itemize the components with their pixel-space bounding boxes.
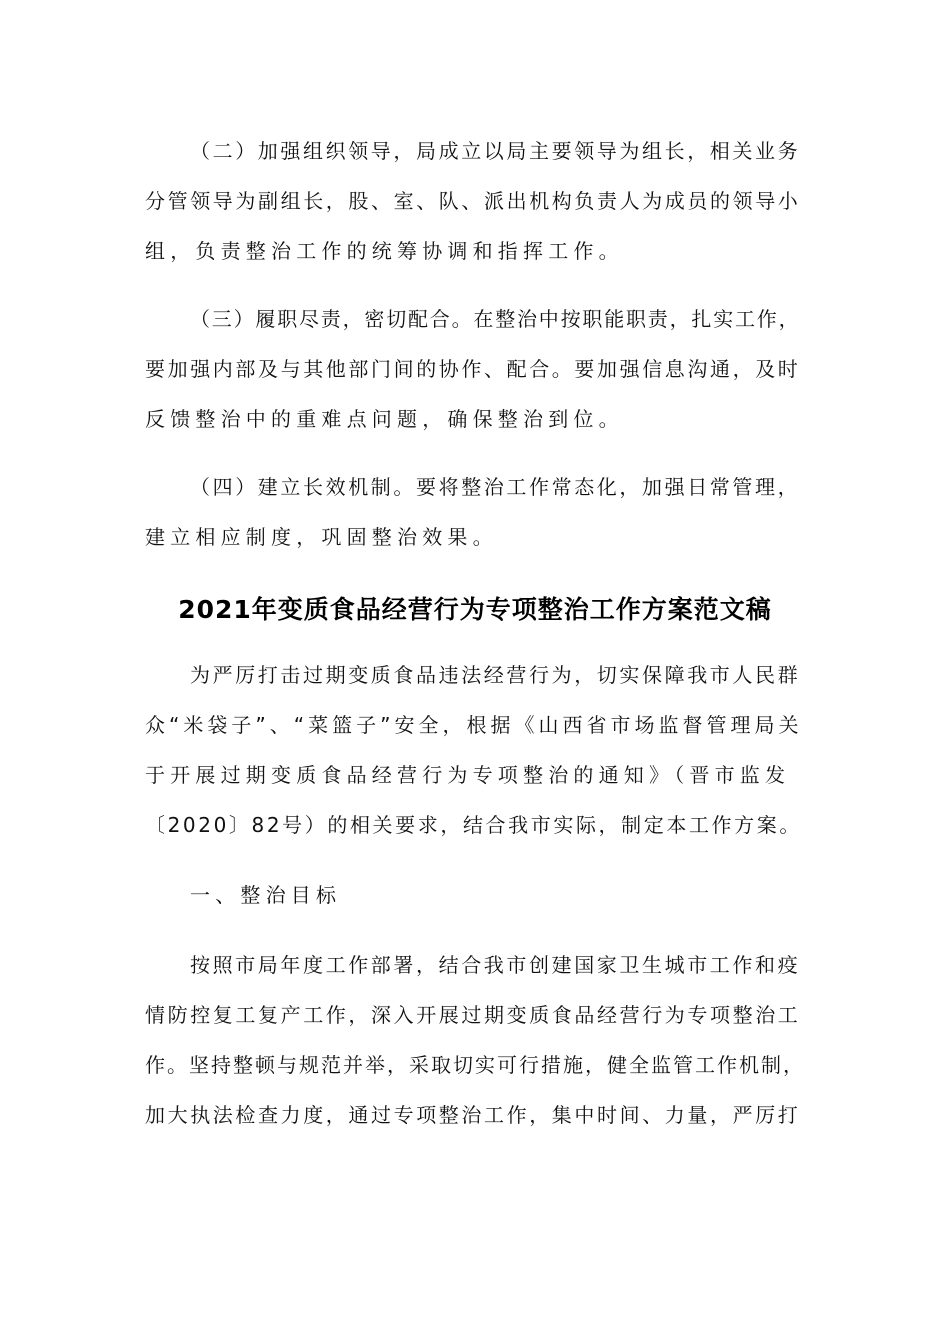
- document-title: 2021年变质食品经营行为专项整治工作方案范文稿: [178, 595, 772, 624]
- intro-line-1: 为严厉打击过期变质食品违法经营行为，切实保障我市人民群: [190, 663, 801, 687]
- section-heading: 一、整治目标: [190, 883, 342, 907]
- section-body-line-1: 按照市局年度工作部署，结合我市创建国家卫生城市工作和疫: [190, 953, 801, 977]
- intro-line-2: 众“米袋子”、“菜篮子”安全，根据《山西省市场监督管理局关: [145, 713, 803, 737]
- section-body-line-2: 情防控复工复产工作，深入开展过期变质食品经营行为专项整治工: [145, 1003, 801, 1027]
- paragraph-3-line-2: 要加强内部及与其他部门间的协作、配合。要加强信息沟通，及时: [145, 357, 801, 381]
- section-body-line-3: 作。坚持整顿与规范并举，采取切实可行措施，健全监管工作机制，: [145, 1053, 805, 1077]
- paragraph-4-line-2: 建立相应制度，巩固整治效果。: [145, 525, 498, 549]
- intro-line-3: 于开展过期变质食品经营行为专项整治的通知》（晋市监发: [145, 763, 791, 787]
- paragraph-2-line-1: （二）加强组织领导，局成立以局主要领导为组长，相关业务: [190, 139, 801, 163]
- paragraph-4-line-1: （四）建立长效机制。要将整治工作常态化，加强日常管理，: [190, 475, 801, 499]
- paragraph-2-line-2: 分管领导为副组长，股、室、队、派出机构负责人为成员的领导小: [145, 189, 801, 213]
- intro-line-4: 〔2020〕82号）的相关要求，结合我市实际，制定本工作方案。: [145, 813, 802, 837]
- section-body-line-4: 加大执法检查力度，通过专项整治工作，集中时间、力量，严厉打: [145, 1103, 801, 1127]
- paragraph-3-line-1: （三）履职尽责，密切配合。在整治中按职能职责，扎实工作，: [190, 307, 801, 331]
- paragraph-2-line-3: 组，负责整治工作的统筹协调和指挥工作。: [145, 239, 624, 263]
- paragraph-3-line-3: 反馈整治中的重难点问题，确保整治到位。: [145, 407, 624, 431]
